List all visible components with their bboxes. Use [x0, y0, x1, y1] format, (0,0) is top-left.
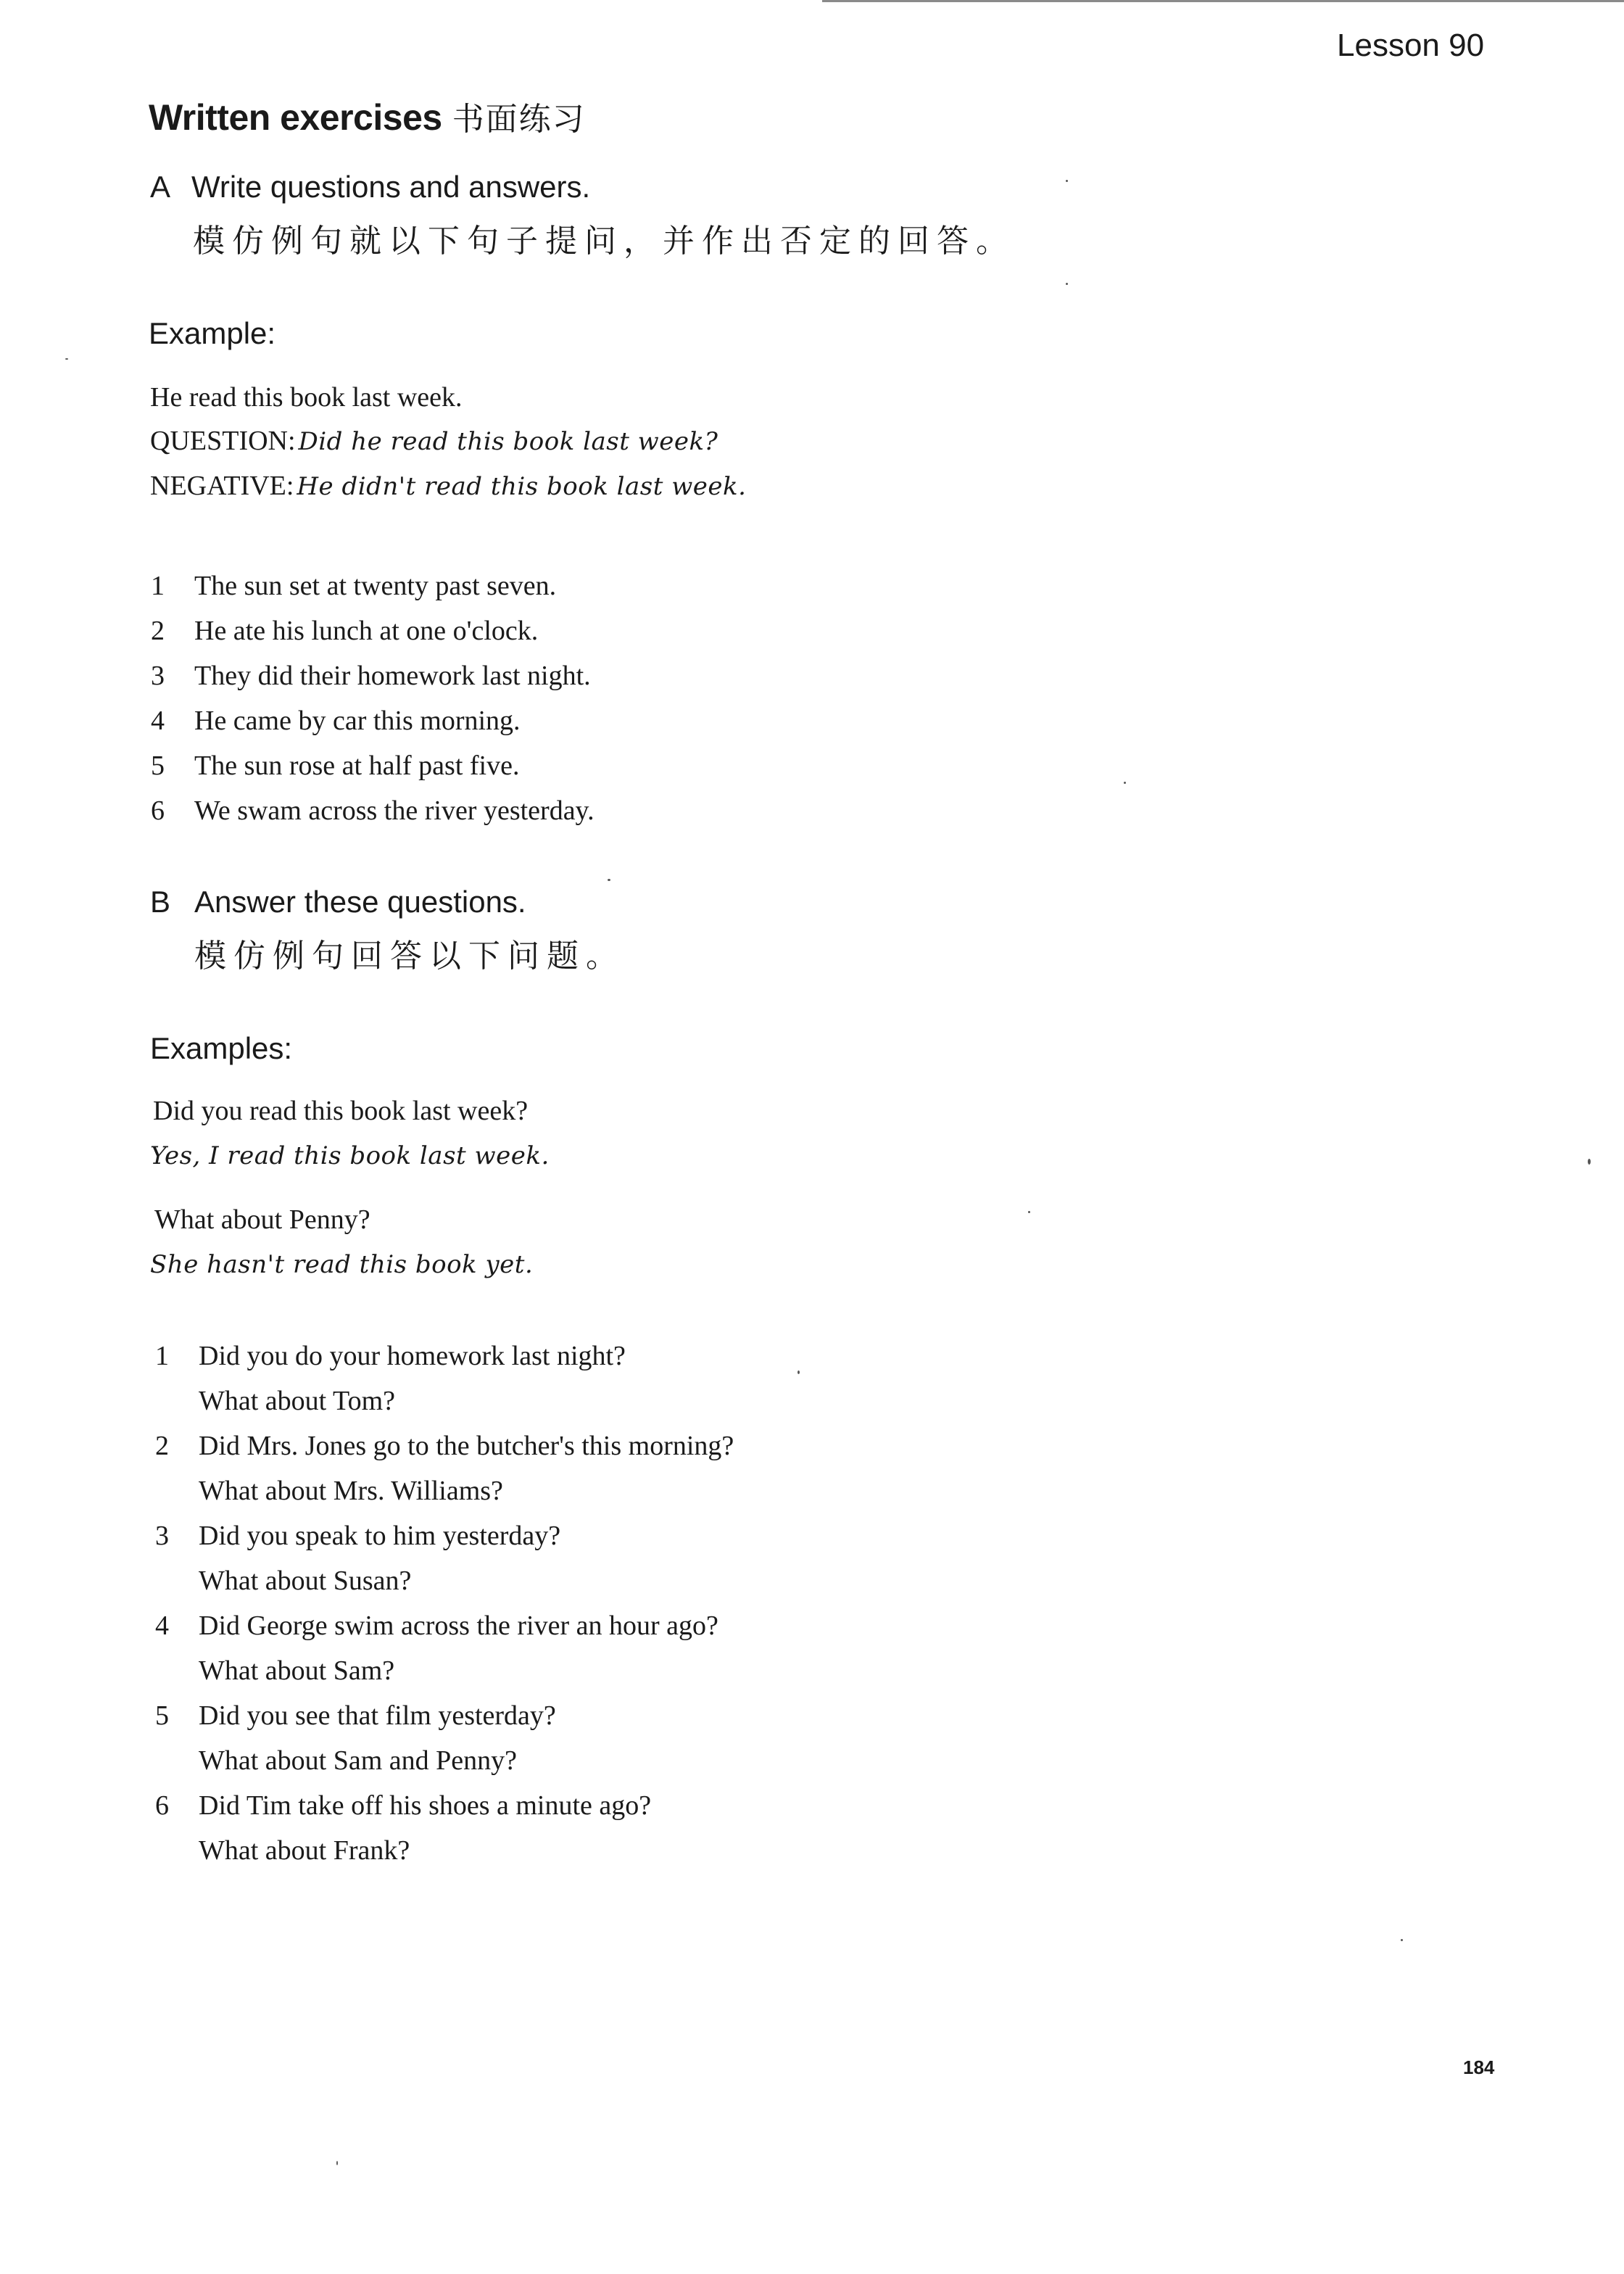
list-item: He came by car this morning.	[194, 706, 521, 736]
list-item-number: 3	[155, 1521, 169, 1551]
section-b-instruction-zh: 模仿例句回答以下问题。	[194, 938, 625, 975]
heading-title: Written exercises	[149, 97, 442, 138]
scan-speck	[1401, 1939, 1403, 1941]
list-item-followup: What about Mrs. Williams?	[199, 1476, 503, 1506]
list-item-number: 1	[151, 571, 165, 601]
list-item-question: Did you do your homework last night?	[199, 1341, 626, 1371]
example-answer-1-script: Yes, I read this book last week.	[150, 1141, 550, 1170]
example-question-1: Did you read this book last week?	[153, 1096, 529, 1126]
section-a-instruction-zh: 模仿例句就以下句子提问，并作出否定的回答。	[193, 223, 1015, 260]
scan-speck	[1124, 782, 1126, 784]
list-item-question: Did you see that film yesterday?	[199, 1700, 556, 1731]
list-item-question: Did George swim across the river an hour ago?	[199, 1611, 718, 1641]
scan-speck	[1588, 1159, 1591, 1165]
negative-label: NEGATIVE:	[150, 471, 294, 501]
page-heading	[149, 93, 586, 139]
list-item-followup: What about Susan?	[199, 1566, 412, 1596]
section-a-letter: A	[150, 170, 171, 204]
list-item-number: 3	[151, 661, 165, 691]
scan-speck	[1028, 1211, 1030, 1213]
question-answer-script: Did he read this book last week?	[298, 427, 718, 456]
example-sentence: He read this book last week.	[150, 382, 463, 413]
list-item-followup: What about Sam and Penny?	[199, 1745, 518, 1776]
list-item-followup: What about Sam?	[199, 1655, 395, 1686]
example-answer-2-script: She hasn't read this book yet.	[150, 1250, 534, 1279]
list-item: They did their homework last night.	[194, 661, 591, 691]
heading-title-zh: 书面练习	[452, 101, 586, 138]
list-item: The sun set at twenty past seven.	[194, 571, 557, 601]
list-item: He ate his lunch at one o'clock.	[194, 616, 539, 646]
list-item-question: Did Tim take off his shoes a minute ago?	[199, 1790, 652, 1821]
scan-speck	[336, 2161, 338, 2165]
list-item-followup: What about Frank?	[199, 1835, 410, 1866]
top-rule	[822, 0, 1624, 2]
example-question-line	[150, 425, 718, 457]
list-item-number: 2	[151, 616, 165, 646]
list-item: The sun rose at half past five.	[194, 751, 520, 781]
list-item-number: 2	[155, 1431, 169, 1461]
list-item-number: 4	[155, 1611, 169, 1641]
list-item-number: 4	[151, 706, 165, 736]
list-item-number: 6	[151, 795, 165, 826]
list-item-number: 5	[155, 1700, 169, 1731]
scan-speck	[1066, 180, 1068, 182]
section-b-examples-label: Examples:	[150, 1031, 293, 1065]
page-number: 184	[1463, 2056, 1495, 2078]
list-item-followup: What about Tom?	[199, 1386, 396, 1416]
list-item-number: 6	[155, 1790, 169, 1821]
list-item-number: 5	[151, 751, 165, 781]
scan-speck	[1066, 283, 1068, 285]
negative-answer-script: He didn't read this book last week.	[297, 472, 747, 501]
list-item: We swam across the river yesterday.	[194, 795, 594, 826]
example-negative-line	[150, 470, 746, 502]
lesson-label: Lesson 90	[1337, 28, 1485, 63]
section-b-title: Answer these questions.	[194, 885, 526, 919]
list-item-number: 1	[155, 1341, 169, 1371]
list-item-question: Did Mrs. Jones go to the butcher's this morning?	[199, 1431, 734, 1461]
scan-speck	[608, 879, 610, 881]
scan-speck	[65, 358, 68, 360]
section-a-title: Write questions and answers.	[191, 170, 591, 204]
section-b-letter: B	[150, 885, 171, 919]
example-question-2: What about Penny?	[154, 1204, 370, 1235]
scan-speck	[798, 1370, 800, 1374]
list-item-question: Did you speak to him yesterday?	[199, 1521, 561, 1551]
section-a-example-label: Example:	[149, 316, 276, 350]
question-label: QUESTION:	[150, 426, 296, 456]
